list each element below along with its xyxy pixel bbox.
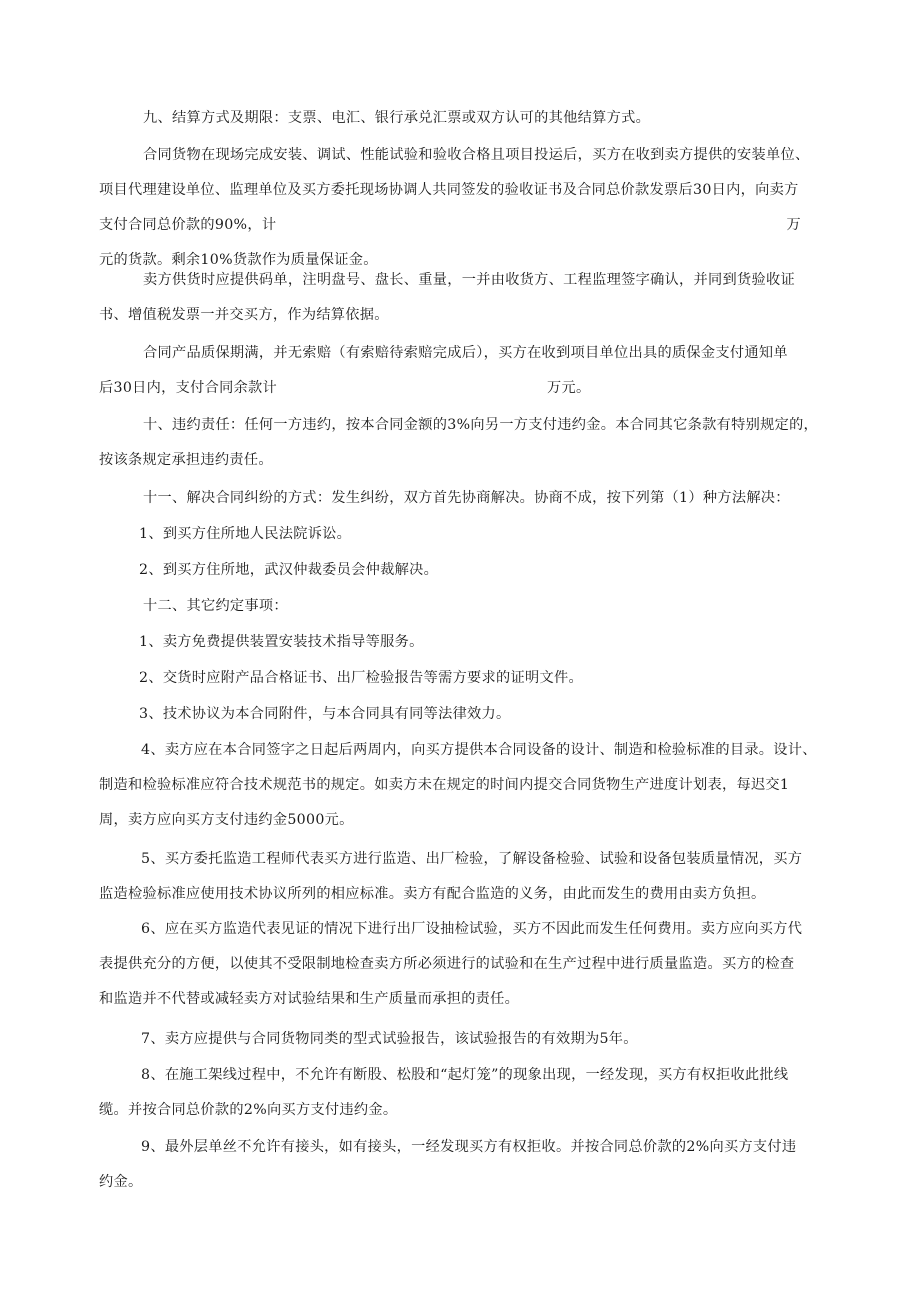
section-9-paragraph-2 xyxy=(99,263,851,333)
section-12-item-4 xyxy=(99,733,851,838)
text-segment: 后30日内，支付合同余款计 xyxy=(99,380,278,396)
text-line: 制造和检验标准应符合技术规范书的规定。如卖方未在规定的时间内提交合同货物生产进度计划表，每迟交1 xyxy=(99,777,790,793)
section-12-item-2 xyxy=(99,661,851,696)
text-line: 合同货物在现场完成安装、调试、性能试验和验收合格且项目投运后，买方在收到卖方提供的安装单位、 xyxy=(143,147,810,163)
section-12-item-1 xyxy=(99,625,851,660)
text-line: 九、结算方式及期限：支票、电汇、银行承兑汇票或双方认可的其他结算方式。 xyxy=(143,110,651,126)
section-12-item-9 xyxy=(99,1130,851,1200)
text-line: 十二、其它约定事项： xyxy=(143,598,288,614)
text-line: 项目代理建设单位、监理单位及买方委托现场协调人共同签发的验收证书及合同总价款发票后30日内，向卖方 xyxy=(99,182,799,198)
section-11-item-1 xyxy=(99,517,851,552)
text-line: 按该条规定承担违约责任。 xyxy=(99,452,273,468)
section-12-item-7 xyxy=(99,1022,851,1057)
text-line: 监造检验标准应使用技术协议所列的相应标准。卖方有配合监造的义务，由此而发生的费用由卖方负担。 xyxy=(99,886,766,902)
text-line: 8、在施工架线过程中，不允许有断股、松股和“起灯笼”的现象出现，一经发现，买方有权拒收此批线 xyxy=(141,1067,789,1083)
text-line: 6、应在买方监造代表见证的情况下进行出厂设抽检试验，买方不因此而发生任何费用。卖方应向买方代 xyxy=(141,921,803,937)
text-line: 5、买方委托监造工程师代表买方进行监造、出厂检验，了解设备检验、试验和设备包装质量情况，买方 xyxy=(141,851,803,867)
text-line: 1、到买方住所地人民法院诉讼。 xyxy=(139,526,352,542)
text-line xyxy=(99,371,851,406)
text-segment: 万 xyxy=(786,217,801,233)
text-line: 约金。 xyxy=(99,1174,143,1190)
section-10 xyxy=(99,408,851,478)
section-9-paragraph-3 xyxy=(99,336,851,406)
text-line: 缆。并按合同总价款的2%向买方支付违约金。 xyxy=(99,1102,398,1118)
section-12-item-6 xyxy=(99,912,851,1017)
text-line: 9、最外层单丝不允许有接头，如有接头，一经发现买方有权拒收。并按合同总价款的2%向买方支付违 xyxy=(141,1139,797,1155)
text-line: 十一、解决合同纠纷的方式：发生纠纷，双方首先协商解决。协商不成，按下列第（1）种方法解决： xyxy=(143,490,790,506)
section-9-paragraph-1 xyxy=(99,138,851,278)
section-12-item-8 xyxy=(99,1058,851,1128)
section-12-title xyxy=(99,589,851,624)
text-segment: 支付合同总价款的90%，计 xyxy=(99,217,277,233)
text-line: 书、增值税发票一并交买方，作为结算依据。 xyxy=(99,307,389,323)
section-11-title xyxy=(99,481,851,516)
text-line: 2、交货时应附产品合格证书、出厂检验报告等需方要求的证明文件。 xyxy=(139,670,583,686)
section-12-item-5 xyxy=(99,842,851,912)
text-line: 4、卖方应在本合同签字之日起后两周内，向买方提供本合同设备的设计、制造和检验标准的目录。设计、 xyxy=(141,742,817,758)
text-line: 1、卖方免费提供装置安装技术指导等服务。 xyxy=(139,634,424,650)
text-line: 周，卖方应向买方支付违约金5000元。 xyxy=(99,812,354,828)
text-line xyxy=(99,208,851,243)
text-segment: 万元。 xyxy=(547,380,591,396)
text-line: 合同产品质保期满，并无索赔（有索赔待索赔完成后），买方在收到项目单位出具的质保金支付通知单 xyxy=(143,345,788,361)
section-9-title xyxy=(99,101,851,136)
text-line: 和监造并不代替或减轻卖方对试验结果和生产质量而承担的责任。 xyxy=(99,991,520,1007)
section-12-item-3 xyxy=(99,697,851,732)
text-line: 表提供充分的方便，以使其不受限制地检查卖方所必须进行的试验和在生产过程中进行质量监造。买方的检查 xyxy=(99,956,795,972)
text-line: 3、技术协议为本合同附件，与本合同具有同等法律效力。 xyxy=(139,706,511,722)
text-line: 卖方供货时应提供码单，注明盘号、盘长、重量，一并由收货方、工程监理签字确认，并同到货验收证 xyxy=(143,272,795,288)
text-line: 7、卖方应提供与合同货物同类的型式试验报告，该试验报告的有效期为5年。 xyxy=(141,1031,638,1047)
text-line: 十、违约责任：任何一方违约，按本合同金额的3%向另一方支付违约金。本合同其它条款有特别规定的， xyxy=(143,417,819,433)
text-line: 2、到买方住所地，武汉仲裁委员会仲裁解决。 xyxy=(139,562,439,578)
section-11-item-2 xyxy=(99,553,851,588)
text-line: 元的货款。剩余10%货款作为质量保证金。 xyxy=(99,252,378,268)
